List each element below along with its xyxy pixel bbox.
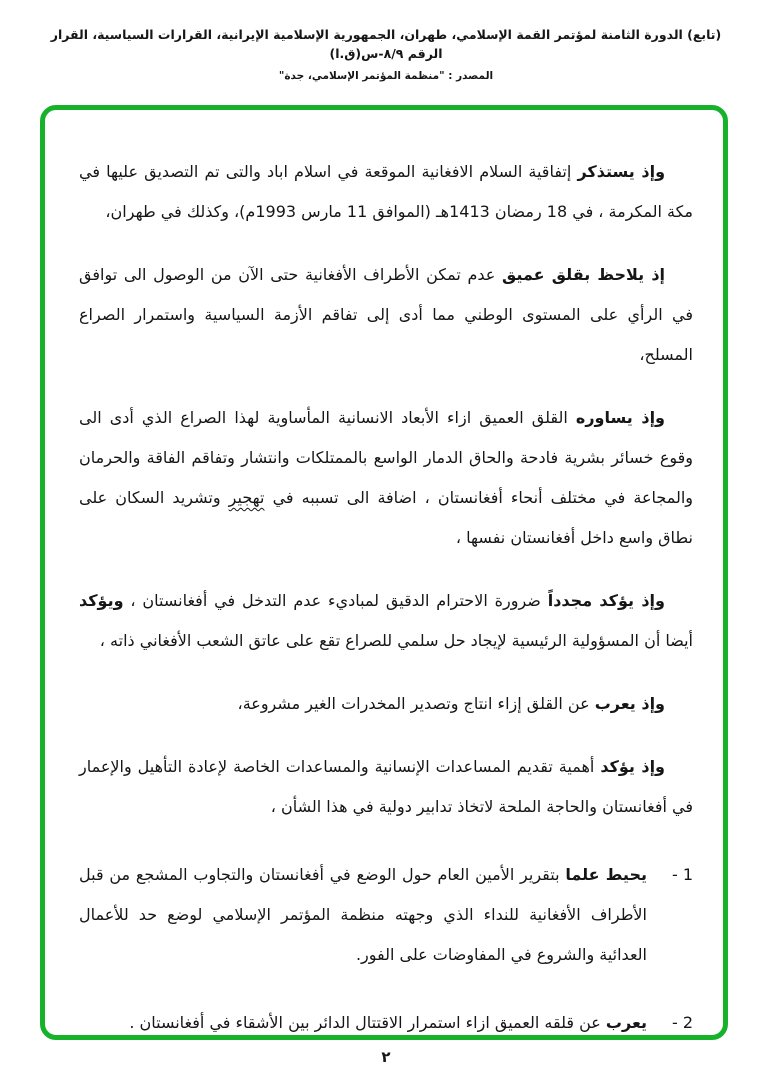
item-number: 2 - — [671, 1013, 693, 1032]
header-citation-line: (تابع) الدورة الثامنة لمؤتمر القمة الإسلامي، طهران، الجمهورية الإسلامية الإيرانية، القرارات السياسية، القرار الرقم ٨/٩-س(ق.ا) — [50, 27, 722, 61]
numbered-item-1 — [79, 855, 693, 975]
paragraph-deep-concern — [79, 398, 693, 558]
paragraph-body: إتفاقية السلام الافغانية الموقعة في اسلام اباد والتى تم التصديق عليها في مكة المكرمة ، في 18 رمضان 1413هـ (الموافق 11 مارس 1993م)، وكذلك في طهران، — [79, 162, 693, 221]
item-lead: يحيط علما — [565, 865, 647, 884]
underlined-word: تهجير — [228, 488, 265, 507]
paragraph-stressing-aid — [79, 747, 693, 827]
paragraph-lead: وإذ يؤكد مجدداً — [547, 591, 665, 610]
item-body: عن قلقه العميق ازاء استمرار الاقتتال الدائر بين الأشقاء في أفغانستان . — [129, 1013, 606, 1032]
paragraph-lead: إذ يلاحظ بقلق عميق — [501, 265, 666, 284]
paragraph-reaffirming — [79, 581, 693, 661]
paragraph-body: عدم تمكن الأطراف الأفغانية حتى الآن من الوصول الى توافق في الرأي على المستوى الوطني مما أدى إلى تفاقم الأزمة السياسية واستمرار الصراع المسلح، — [79, 265, 693, 364]
content-border-box — [40, 105, 728, 1040]
paragraph-body: أيضا أن المسؤولية الرئيسية لإيجاد حل سلمي للصراع تقع على عاتق الشعب الأفغاني ذاته ، — [99, 631, 693, 650]
item-number: 1 - — [671, 865, 693, 884]
item-body: بتقرير الأمين العام حول الوضع في أفغانستان والتجاوب المشجع من قبل الأطراف الأفغانية للنداء الذي وجهته منظمة المؤتمر الإسلامي لوضع حد للأعمال العدائية والشروع في المفاوضات على الفور. — [79, 865, 647, 964]
paragraph-body: أهمية تقديم المساعدات الإنسانية والمساعدات الخاصة لإعادة التأهيل والإعمار في أفغانستان والحاجة الملحة لاتخاذ تدابير دولية في هذا الشأن ، — [79, 757, 693, 816]
paragraph-lead: وإذ يستذكر — [577, 162, 666, 181]
page-number: ٢ — [381, 1048, 391, 1066]
paragraph-body: القلق العميق ازاء الأبعاد الانسانية المأساوية لهذا الصراع الذي أدى الى وقوع خسائر بشرية فادحة والحاق الدمار الواسع بالممتلكات وانتشار وتفاقم الفاقة والحرمان والمجاعة في مختلف أنحاء أفغانستان ، اضافة الى تسببه في — [79, 408, 693, 507]
item-text — [79, 1003, 647, 1040]
paragraph-recalling — [79, 152, 693, 232]
page-header — [0, 0, 772, 82]
numbered-item-2 — [79, 1003, 693, 1040]
paragraph-noting-concern — [79, 255, 693, 375]
paragraph-lead: وإذ يساوره — [575, 408, 665, 427]
paragraph-body: عن القلق إزاء انتاج وتصدير المخدرات الغير مشروعة، — [237, 694, 595, 713]
paragraph-lead: وإذ يؤكد — [600, 757, 665, 776]
item-lead: يعرب — [605, 1013, 647, 1032]
paragraph-lead-secondary: ويؤكد — [79, 591, 124, 610]
paragraph-lead: وإذ يعرب — [594, 694, 665, 713]
paragraph-expressing-concern — [79, 684, 693, 724]
header-source-line: المصدر : "منظمة المؤتمر الإسلامي، جدة" — [278, 69, 494, 82]
paragraph-body: ضرورة الاحترام الدقيق لمباديء عدم التدخل في أفغانستان ، — [123, 591, 548, 610]
paragraph-body: وتشريد السكان على نطاق واسع داخل أفغانستان نفسها ، — [79, 488, 693, 547]
item-text — [79, 855, 647, 975]
